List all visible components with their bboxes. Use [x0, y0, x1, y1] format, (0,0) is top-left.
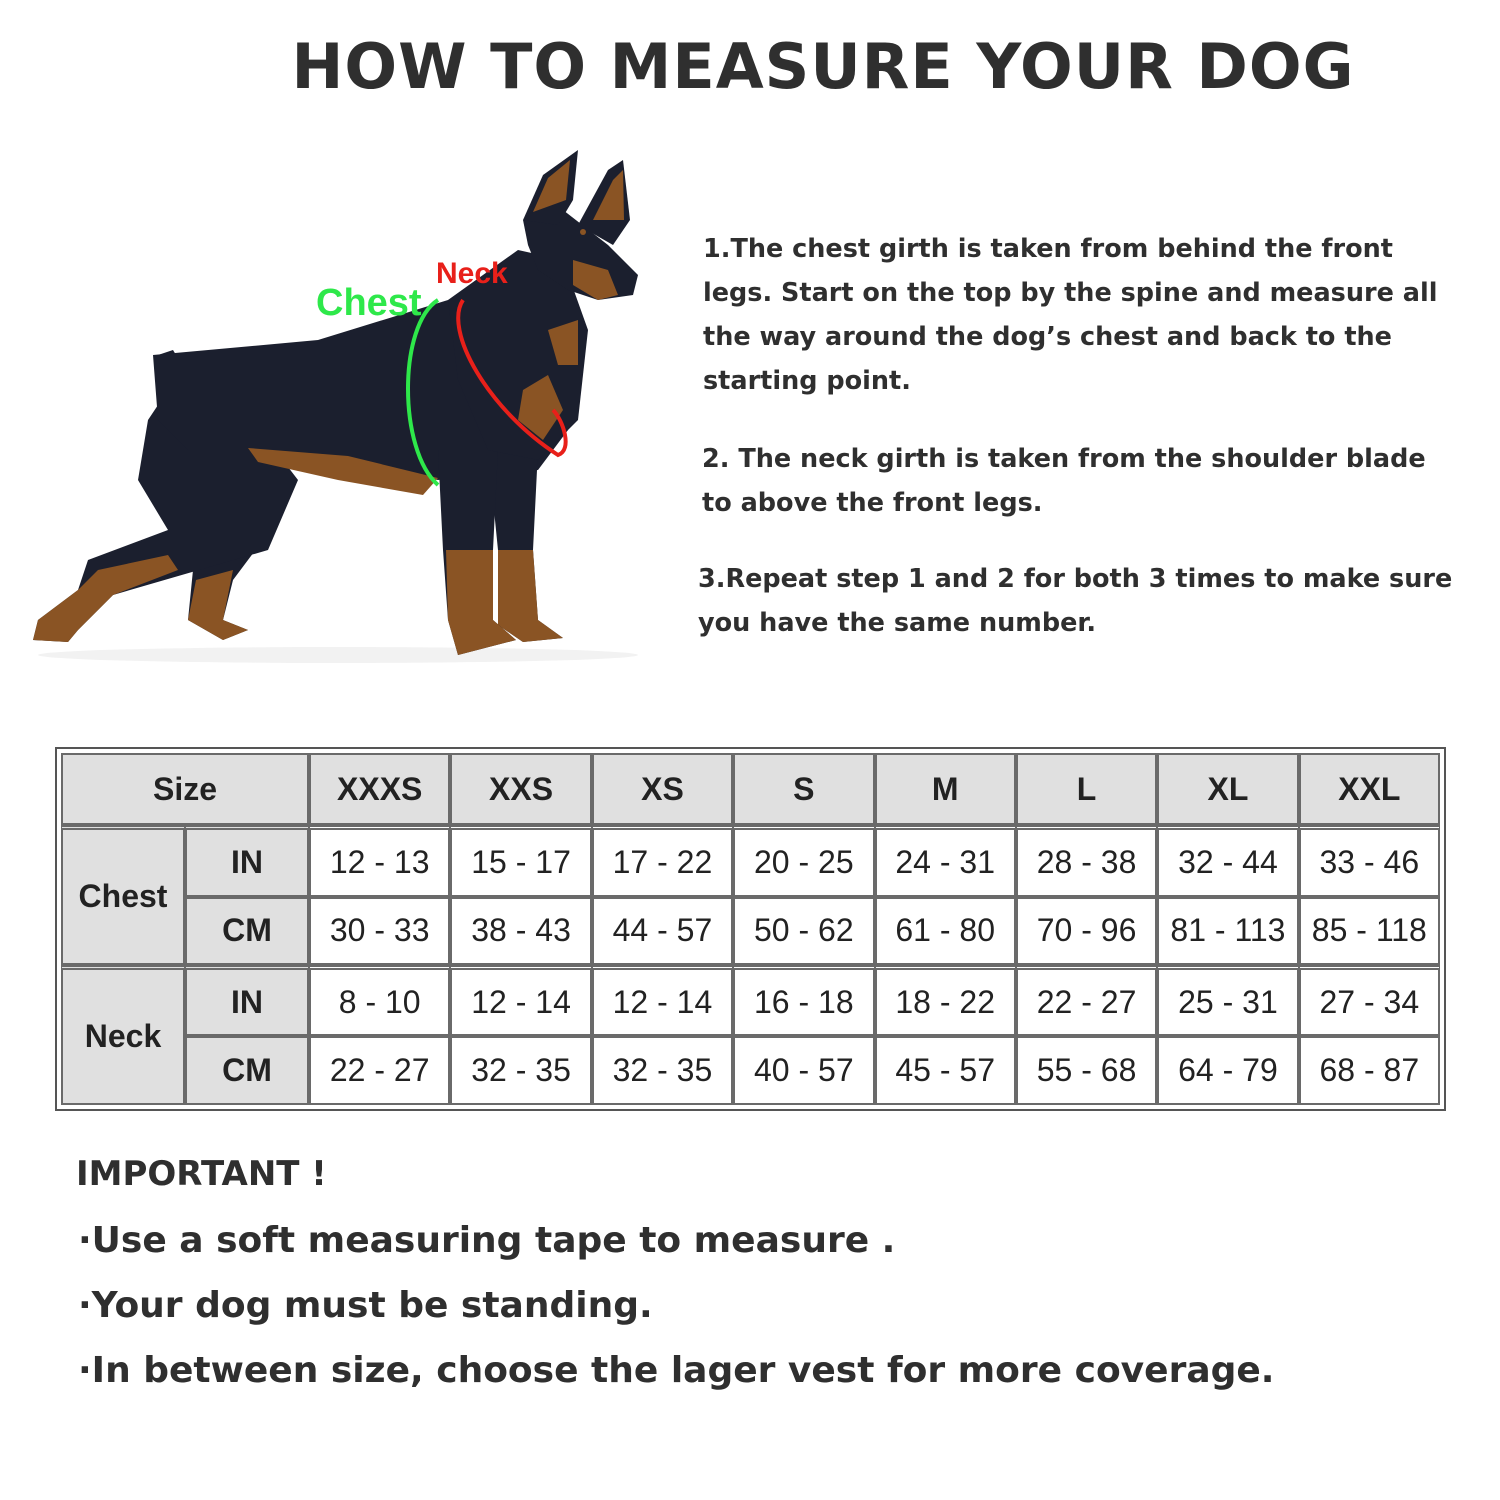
- value-cell: 64 - 79: [1157, 1036, 1298, 1105]
- value-cell: 20 - 25: [733, 825, 874, 897]
- page-title: HOW TO MEASURE YOUR DOG: [291, 30, 1355, 103]
- row-group-neck: Neck: [61, 965, 185, 1105]
- value-cell: 30 - 33: [309, 897, 450, 965]
- step-text: The neck girth is taken from the shoulder blade to above the front legs.: [702, 444, 1426, 518]
- size-col-header: XXXS: [309, 753, 450, 825]
- value-cell: 55 - 68: [1016, 1036, 1157, 1105]
- step-number: 3.: [698, 564, 726, 594]
- value-cell: 33 - 46: [1299, 825, 1440, 897]
- value-cell: 16 - 18: [733, 965, 874, 1037]
- value-cell: 32 - 35: [592, 1036, 733, 1105]
- unit-cell: CM: [185, 897, 309, 965]
- unit-cell: IN: [185, 965, 309, 1037]
- value-cell: 40 - 57: [733, 1036, 874, 1105]
- row-group-chest: Chest: [61, 825, 185, 965]
- dog-front-leg-far-tan: [498, 550, 563, 642]
- value-cell: 50 - 62: [733, 897, 874, 965]
- size-col-header: M: [875, 753, 1016, 825]
- table-row: [61, 965, 1440, 1037]
- important-heading: IMPORTANT !: [76, 1154, 327, 1194]
- size-col-header: XXS: [450, 753, 591, 825]
- value-cell: 85 - 118: [1299, 897, 1440, 965]
- value-cell: 68 - 87: [1299, 1036, 1440, 1105]
- table-row: [61, 897, 1440, 965]
- important-tip: ·Use a soft measuring tape to measure .: [78, 1220, 896, 1261]
- important-tip: ·Your dog must be standing.: [78, 1285, 653, 1326]
- step-number: 1.: [703, 234, 731, 264]
- value-cell: 45 - 57: [875, 1036, 1016, 1105]
- value-cell: 12 - 14: [592, 965, 733, 1037]
- dog-illustration: [18, 150, 658, 665]
- measure-step-1: [703, 227, 1463, 403]
- value-cell: 70 - 96: [1016, 897, 1157, 965]
- value-cell: 61 - 80: [875, 897, 1016, 965]
- size-col-header: XL: [1157, 753, 1298, 825]
- important-tip: ·In between size, choose the lager vest for more coverage.: [78, 1350, 1275, 1391]
- size-chart-table: [61, 753, 1440, 1105]
- dog-eye: [580, 229, 586, 235]
- value-cell: 81 - 113: [1157, 897, 1298, 965]
- value-cell: 32 - 35: [450, 1036, 591, 1105]
- value-cell: 28 - 38: [1016, 825, 1157, 897]
- value-cell: 12 - 13: [309, 825, 450, 897]
- value-cell: 25 - 31: [1157, 965, 1298, 1037]
- size-col-header: L: [1016, 753, 1157, 825]
- step-text: Repeat step 1 and 2 for both 3 times to make sure you have the same number.: [698, 564, 1453, 638]
- value-cell: 32 - 44: [1157, 825, 1298, 897]
- neck-label: Neck: [436, 257, 508, 290]
- table-row: [61, 825, 1440, 897]
- ground-shadow: [38, 647, 638, 663]
- dog-back-leg-far-tan: [188, 570, 248, 640]
- value-cell: 24 - 31: [875, 825, 1016, 897]
- value-cell: 22 - 27: [1016, 965, 1157, 1037]
- unit-cell: CM: [185, 1036, 309, 1105]
- size-header: Size: [61, 753, 309, 825]
- step-text: The chest girth is taken from behind the front legs. Start on the top by the spine and measure all the way around the dog’s chest and back to the starting point.: [703, 234, 1438, 396]
- size-col-header: S: [733, 753, 874, 825]
- measure-step-3: [698, 557, 1458, 645]
- unit-cell: IN: [185, 825, 309, 897]
- size-col-header: XS: [592, 753, 733, 825]
- value-cell: 18 - 22: [875, 965, 1016, 1037]
- value-cell: 44 - 57: [592, 897, 733, 965]
- value-cell: 15 - 17: [450, 825, 591, 897]
- step-number: 2.: [702, 444, 730, 474]
- value-cell: 27 - 34: [1299, 965, 1440, 1037]
- value-cell: 22 - 27: [309, 1036, 450, 1105]
- value-cell: 12 - 14: [450, 965, 591, 1037]
- value-cell: 8 - 10: [309, 965, 450, 1037]
- table-row: [61, 1036, 1440, 1105]
- measure-step-2: [702, 437, 1462, 525]
- value-cell: 17 - 22: [592, 825, 733, 897]
- chest-label: Chest: [316, 282, 422, 324]
- value-cell: 38 - 43: [450, 897, 591, 965]
- size-col-header: XXL: [1299, 753, 1440, 825]
